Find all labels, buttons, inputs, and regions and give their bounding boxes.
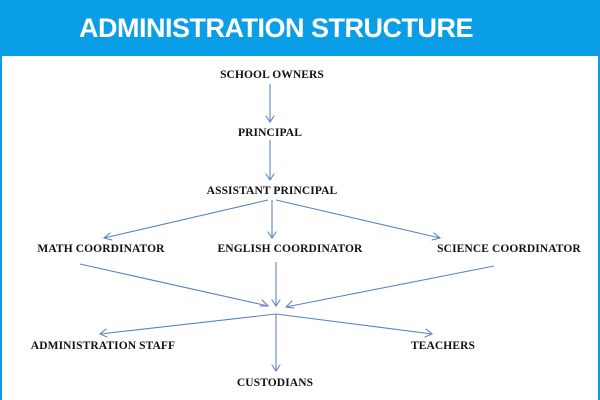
node-assistant-principal: ASSISTANT PRINCIPAL (206, 185, 338, 197)
edge-english-coordinator-to-merge (272, 262, 280, 306)
node-custodians: CUSTODIANS (236, 377, 314, 389)
edge-merge-to-teachers (276, 314, 432, 337)
node-teachers: TEACHERS (410, 340, 476, 352)
edge-merge-to-custodians (272, 314, 280, 371)
node-science-coordinator: SCIENCE COORDINATOR (437, 243, 581, 255)
edge-math-coordinator-to-merge (80, 264, 268, 306)
edge-school-owners-to-principal (266, 84, 274, 122)
edge-merge-to-administration-staff (100, 314, 276, 337)
node-principal: PRINCIPAL (238, 127, 302, 139)
edge-assistant-principal-to-math-coordinator (104, 200, 268, 240)
edge-science-coordinator-to-merge (286, 266, 494, 308)
edge-assistant-principal-to-english-coordinator (268, 200, 276, 238)
node-math-coordinator: MATH COORDINATOR (37, 243, 165, 255)
node-english-coordinator: ENGLISH COORDINATOR (217, 243, 363, 255)
edge-assistant-principal-to-science-coordinator (276, 200, 440, 240)
node-administration-staff: ADMINISTRATION STAFF (30, 340, 176, 352)
edge-principal-to-assistant-principal (266, 140, 274, 180)
node-school-owners: SCHOOL OWNERS (220, 69, 324, 81)
diagram-title: ADMINISTRATION STRUCTURE (79, 13, 473, 43)
